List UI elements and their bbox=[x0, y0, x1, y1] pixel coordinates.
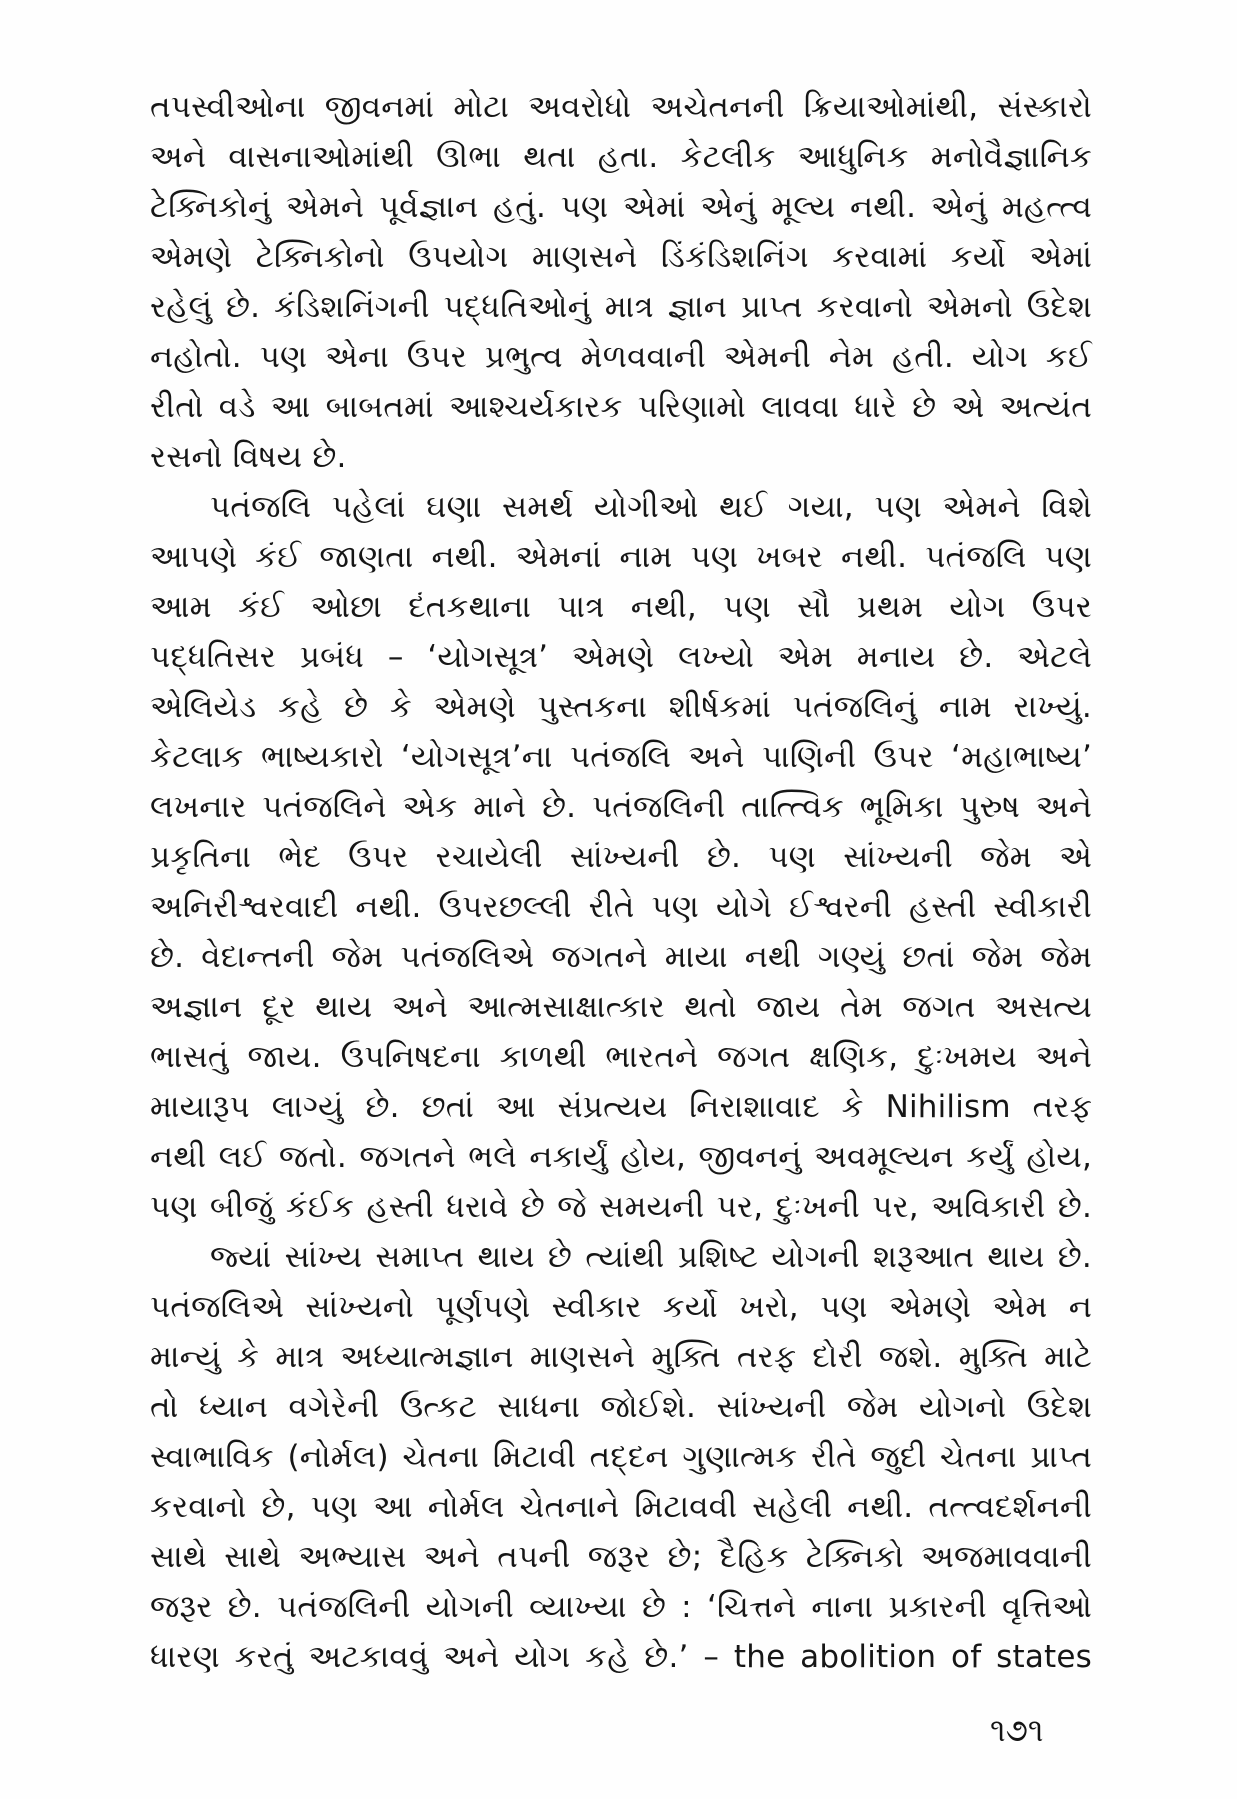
text-line: ભાસતું જાય. ઉપનિષદના કાળથી ભારતને જગત ક્ષણિક, દુઃખમય અને bbox=[150, 1039, 1092, 1075]
text-line: પતંજલિ પહેલાં ઘણા સમર્થ યોગીઓ થઈ ગયા, પણ એમને વિશે bbox=[210, 489, 1092, 525]
text-line: સાથે સાથે અભ્યાસ અને તપની જરૂર છે; દૈહિક ટેક્નિકો અજમાવવાની bbox=[150, 1539, 1092, 1575]
text-line: અનિરીશ્વરવાદી નથી. ઉપરછલ્લી રીતે પણ યોગે ઈશ્વરની હસ્તી સ્વીકારી bbox=[150, 889, 1092, 925]
text-line: પતંજલિએ સાંખ્યનો પૂર્ણપણે સ્વીકાર કર્યો ખરો, પણ એમણે એમ ન bbox=[150, 1289, 1092, 1325]
text-line: તપસ્વીઓના જીવનમાં મોટા અવરોધો અચેતનની ક્રિયાઓમાંથી, સંસ્કારો bbox=[150, 89, 1092, 125]
text-line: છે. વેદાન્તની જેમ પતંજલિએ જગતને માયા નથી ગણ્યું છતાં જેમ જેમ bbox=[150, 939, 1092, 975]
text-line: જરૂર છે. પતંજલિની યોગની વ્યાખ્યા છે : ‘ચિત્તને નાના પ્રકારની વૃત્તિઓ bbox=[150, 1589, 1092, 1625]
text-line: નહોતો. પણ એના ઉપર પ્રભુત્વ મેળવવાની એમની નેમ હતી. યોગ કઈ bbox=[150, 339, 1092, 375]
page-text-block bbox=[150, 82, 1092, 1682]
text-line: ટેક્નિકોનું એમને પૂર્વજ્ઞાન હતું. પણ એમાં એનું મૂલ્ય નથી. એનું મહત્ત્વ bbox=[150, 189, 1092, 225]
text-line: પદ્ધતિસર પ્રબંધ – ‘યોગસૂત્ર’ એમણે લખ્યો એમ મનાય છે. એટલે bbox=[150, 639, 1092, 675]
text-line: પ્રકૃતિના ભેદ ઉપર રચાયેલી સાંખ્યની છે. પણ સાંખ્યની જેમ એ bbox=[150, 839, 1092, 875]
text-line: પણ બીજું કંઈક હસ્તી ધરાવે છે જે સમયની પર, દુઃખની પર, અવિકારી છે. bbox=[150, 1189, 1092, 1225]
page-number: ૧૭૧ bbox=[990, 1711, 1044, 1749]
text-line: જ્યાં સાંખ્ય સમાપ્ત થાય છે ત્યાંથી પ્રશિષ્ટ યોગની શરૂઆત થાય છે. bbox=[210, 1239, 1092, 1275]
text-line: આમ કંઈ ઓછા દંતકથાના પાત્ર નથી, પણ સૌ પ્રથમ યોગ ઉપર bbox=[150, 589, 1092, 625]
text-line: રહેલું છે. કંડિશનિંગની પદ્ધતિઓનું માત્ર જ્ઞાન પ્રાપ્ત કરવાનો એમનો ઉદેશ bbox=[150, 289, 1092, 325]
text-line: એલિયેડ કહે છે કે એમણે પુસ્તકના શીર્ષકમાં પતંજલિનું નામ રાખ્યું. bbox=[150, 689, 1092, 725]
text-line: ધારણ કરતું અટકાવવું અને યોગ કહે છે.’ – the abolition of states bbox=[150, 1639, 1092, 1675]
text-line: આપણે કંઈ જાણતા નથી. એમનાં નામ પણ ખબર નથી. પતંજલિ પણ bbox=[150, 539, 1092, 575]
text-line: સ્વાભાવિક (નોર્મલ) ચેતના મિટાવી તદ્દન ગુણાત્મક રીતે જુદી ચેતના પ્રાપ્ત bbox=[150, 1439, 1092, 1475]
text-line: કેટલાક ભાષ્યકારો ‘યોગસૂત્ર’ના પતંજલિ અને પાણિની ઉપર ‘મહાભાષ્ય’ bbox=[150, 739, 1092, 775]
text-line: લખનાર પતંજલિને એક માને છે. પતંજલિની તાત્ત્વિક ભૂમિકા પુરુષ અને bbox=[150, 789, 1092, 825]
text-line: અને વાસનાઓમાંથી ઊભા થતા હતા. કેટલીક આધુનિક મનોવૈજ્ઞાનિક bbox=[150, 139, 1092, 175]
text-line: નથી લઈ જતો. જગતને ભલે નકાર્યું હોય, જીવનનું અવમૂલ્યન કર્યું હોય, bbox=[150, 1139, 1092, 1175]
text-line: અજ્ઞાન દૂર થાય અને આત્મસાક્ષાત્કાર થતો જાય તેમ જગત અસત્ય bbox=[150, 989, 1092, 1025]
text-line: તો ધ્યાન વગેરેની ઉત્કટ સાધના જોઈશે. સાંખ્યની જેમ યોગનો ઉદેશ bbox=[150, 1389, 1092, 1425]
text-line: એમણે ટેક્નિકોનો ઉપયોગ માણસને ડિંકંડિશનિંગ કરવામાં કર્યો એમાં bbox=[150, 239, 1092, 275]
text-line: માન્યું કે માત્ર અધ્યાત્મજ્ઞાન માણસને મુક્તિ તરફ દોરી જશે. મુક્તિ માટે bbox=[150, 1339, 1092, 1375]
text-line: કરવાનો છે, પણ આ નોર્મલ ચેતનાને મિટાવવી સહેલી નથી. તત્ત્વદર્શનની bbox=[150, 1489, 1092, 1525]
text-line: રીતો વડે આ બાબતમાં આશ્ચર્યકારક પરિણામો લાવવા ધારે છે એ અત્યંત bbox=[150, 389, 1092, 425]
text-line: રસનો વિષય છે. bbox=[150, 439, 347, 475]
text-line: માયારૂપ લાગ્યું છે. છતાં આ સંપ્રત્યય નિરાશાવાદ કે Nihilism તરફ bbox=[150, 1089, 1092, 1125]
